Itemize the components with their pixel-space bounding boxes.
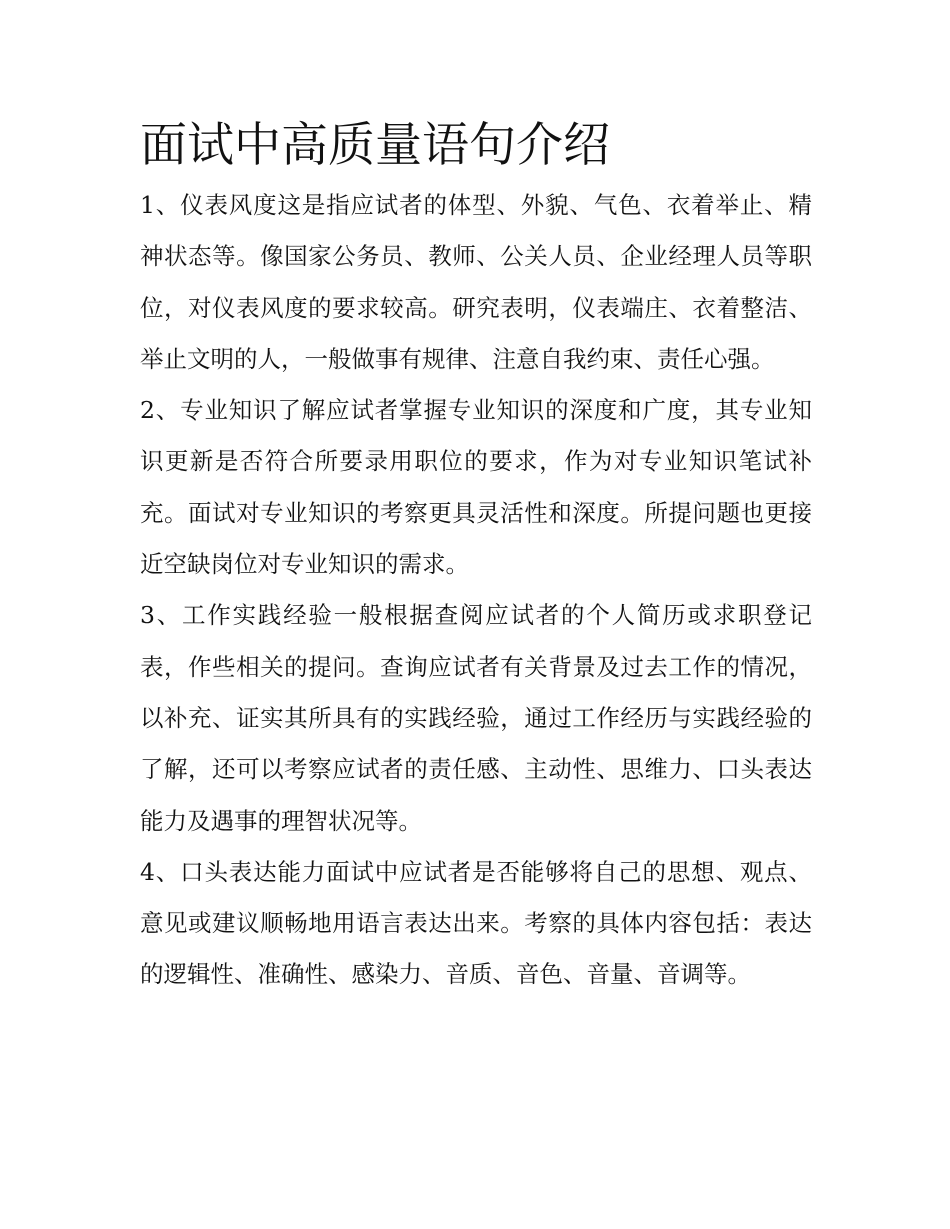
- paragraph-professional-knowledge: 2、专业知识了解应试者掌握专业知识的深度和广度，其专业知识更新是否符合所要录用职位的要求，作为对专业知识笔试补充。面试对专业知识的考察更具灵活性和深度。所提问题也更接近空缺岗位对专业知识的需求。: [140, 396, 812, 579]
- paragraph-appearance: 1、仪表风度这是指应试者的体型、外貌、气色、衣着举止、精神状态等。像国家公务员、教师、公关人员、企业经理人员等职位，对仪表风度的要求较高。研究表明，仪表端庄、衣着整洁、举止文明的人，一般做事有规律、注意自我约束、责任心强。: [140, 191, 812, 373]
- document-body: [140, 180, 812, 1001]
- document-title: 面试中高质量语句介绍: [140, 118, 610, 173]
- paragraph-work-experience: 3、工作实践经验一般根据查阅应试者的个人简历或求职登记表，作些相关的提问。查询应试者有关背景及过去工作的情况，以补充、证实其所具有的实践经验，通过工作经历与实践经验的了解，还可以考察应试者的责任感、主动性、思维力、口头表达能力及遇事的理智状况等。: [140, 601, 812, 835]
- paragraph-oral-expression: 4、口头表达能力面试中应试者是否能够将自己的思想、观点、意见或建议顺畅地用语言表达出来。考察的具体内容包括：表达的逻辑性、准确性、感染力、音质、音色、音量、音调等。: [140, 857, 812, 989]
